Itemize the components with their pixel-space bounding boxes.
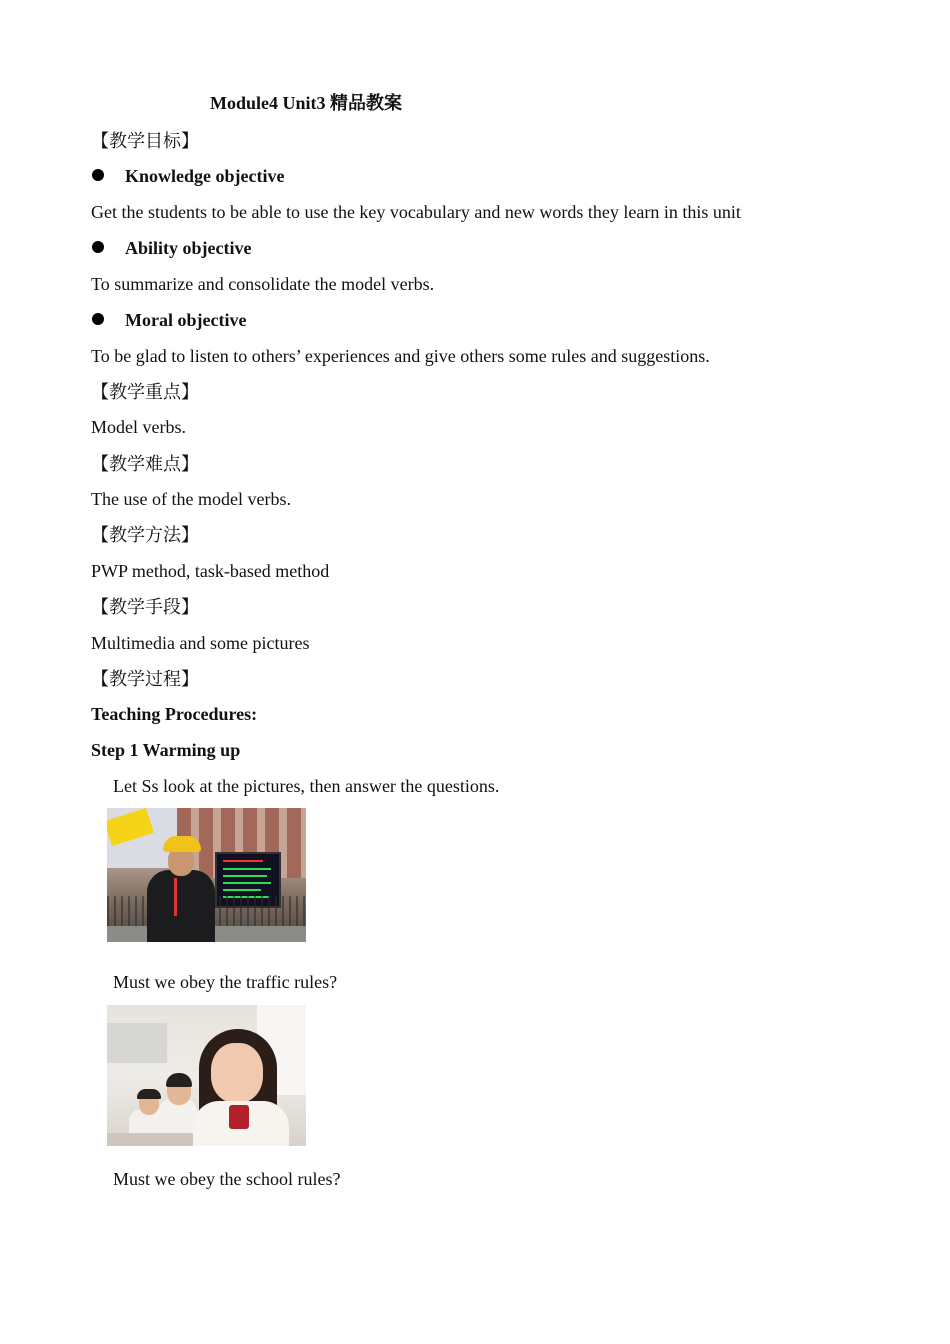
photo-lanyard	[174, 878, 177, 916]
procedures-heading: Teaching Procedures:	[91, 704, 258, 724]
photo-girl-face	[211, 1043, 263, 1103]
key-points-heading: 【教学重点】	[91, 382, 199, 402]
photo-student-hair	[137, 1089, 161, 1099]
photo-desk	[107, 1133, 197, 1146]
moral-objective-text: To be glad to listen to others’ experiences and give others some rules and suggestions.	[91, 346, 710, 366]
step1-text: Let Ss look at the pictures, then answer the questions.	[113, 776, 500, 796]
difficulties-heading: 【教学难点】	[91, 454, 199, 474]
difficulties-text: The use of the model verbs.	[91, 489, 291, 509]
means-heading: 【教学手段】	[91, 597, 199, 617]
process-heading: 【教学过程】	[91, 669, 199, 689]
knowledge-objective-text: Get the students to be able to use the key vocabulary and new words they learn in this unit	[91, 202, 741, 222]
methods-heading: 【教学方法】	[91, 525, 199, 545]
goals-heading: 【教学目标】	[91, 131, 199, 151]
photo-girl-bow	[229, 1105, 249, 1129]
means-text: Multimedia and some pictures	[91, 633, 310, 653]
question-traffic-rules: Must we obey the traffic rules?	[113, 972, 338, 992]
traffic-duty-photo	[107, 808, 306, 942]
photo-student-hair	[166, 1073, 192, 1087]
knowledge-objective-heading: Knowledge objective	[125, 166, 285, 186]
photo-boy-cap	[163, 836, 201, 852]
question-school-rules: Must we obey the school rules?	[113, 1169, 341, 1189]
bullet-icon	[92, 313, 104, 325]
classroom-students-photo	[107, 1005, 306, 1146]
document-title: Module4 Unit3 精品教案	[210, 93, 403, 113]
step1-heading: Step 1 Warming up	[91, 740, 241, 760]
moral-objective-heading: Moral objective	[125, 310, 247, 330]
methods-text: PWP method, task-based method	[91, 561, 330, 581]
ability-objective-heading: Ability objective	[125, 238, 252, 258]
ability-objective-text: To summarize and consolidate the model verbs.	[91, 274, 435, 294]
photo-boy-body	[147, 870, 215, 942]
bullet-icon	[92, 241, 104, 253]
key-points-text: Model verbs.	[91, 417, 186, 437]
bullet-icon	[92, 169, 104, 181]
photo-board	[107, 1023, 167, 1063]
